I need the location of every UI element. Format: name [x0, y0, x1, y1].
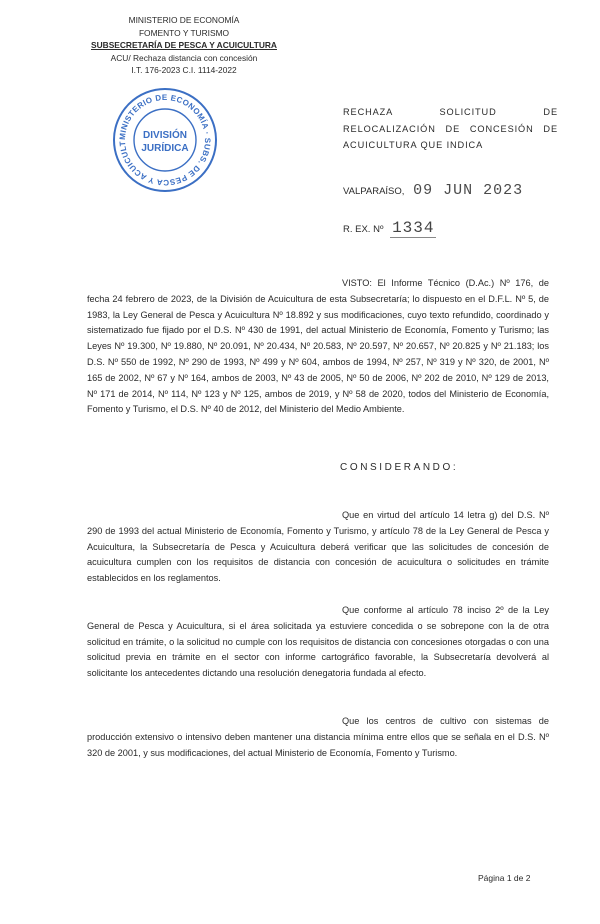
considerando-paragraph-1: [87, 508, 549, 587]
it-line: I.T. 176-2023 C.I. 1114-2022: [131, 65, 237, 76]
visto-lead: VISTO: El Informe Técnico (D.Ac.) Nº 176, de: [342, 278, 549, 288]
considerando-3-body: producción extensivo o intensivo deben mantener una distancia mínima entre ellos que se señala en el D.S. Nº 320 de 2001, y sus modificaciones, del actual Ministerio de Economía, Fomento y Turismo.: [87, 731, 549, 758]
resolution-number: 1334: [392, 219, 435, 237]
resolution-subject: RECHAZA SOLICITUD DE RELOCALIZACIÓN DE CONCESIÓN DE ACUICULTURA QUE INDICA: [343, 107, 558, 150]
rex-label: R. EX. Nº: [343, 224, 384, 235]
stamp-center-line2: JURÍDICA: [141, 143, 189, 154]
date-line: [343, 182, 523, 199]
stamp-center-line1: DIVISIÓN: [143, 130, 187, 141]
ministry-name-line2: FOMENTO Y TURISMO: [138, 27, 230, 38]
place-label: VALPARAÍSO,: [343, 186, 405, 197]
subsecretaria-name: SUBSECRETARÍA DE PESCA Y ACUICULTURA: [91, 40, 277, 51]
page-number: Página 1 de 2: [478, 873, 531, 883]
resolution-number-line: [343, 219, 436, 237]
considerando-1-lead: Que en virtud del artículo 14 letra g) del: [342, 510, 514, 520]
considerando-2-body: la Ley General de Pesca y Acuicultura, si el área solicitada ya estuviere concedida o se sobrepone con la de otra solicitud en trámite, o la solicitud no cumple con los requisitos de distancia con concesiones otorgadas o con una solicitud previa en trámite en el sector con informe cartográfico favorable, la Subsecretaría devolverá al solicitante los antecedentes dictando una resolución denegatoria fundada al efecto.: [87, 605, 549, 679]
stamped-date: 09 JUN 2023: [413, 182, 524, 199]
considerando-2-lead: Que conforme al artículo 78 inciso 2º de: [342, 605, 519, 615]
considerando-3-lead: Que los centros de cultivo con sistemas de: [342, 716, 549, 726]
visto-paragraph: [87, 276, 549, 418]
considerando-1-body: D.S. Nº 290 de 1993 del actual Ministerio de Economía, Fomento y Turismo, y artículo 78 de la Ley General de Pesca y Acuicultura, la Subsecretaría de Pesca y Acuicultura deberá verificar que las solicitudes de concesión de acuicultura cumplen con los requisitos de distancia con concesión de acuicultura o solicitudes en trámite establecidos en los reglamentos.: [87, 510, 549, 584]
letterhead: [84, 14, 284, 77]
visto-body: fecha 24 febrero de 2023, de la División de Acuicultura de esta Subsecretaría; lo dispuesto en el D.F.L. Nº 5, de 1983, la Ley General de Pesca y Acuicultura Nº 18.892 y sus modificaciones, cuyo texto refundido, coordinado y sistematizado fue fijado por el D.S. Nº 430 de 1991, del actual Ministerio de Economía, Fomento y Turismo; las Leyes Nº 19.300, Nº 19.880, Nº 20.091, Nº 20.434, Nº 20.583, Nº 20.597, Nº 20.657, Nº 20.825 y Nº 21.183; los D.S. Nº 550 de 1992, Nº 290 de 1993, Nº 499 y Nº 604, ambos de 1994, Nº 257, Nº 319 y Nº 320, de 2001, Nº 165 de 2002, Nº 67 y Nº 164, ambos de 2003, Nº 43 de 2005, Nº 50 de 2006, Nº 202 de 2010, Nº 129 de 2013, Nº 171 de 2014, Nº 114, Nº 123 y Nº 125, ambos de 2019, y Nº 58 de 2020, todos del Ministerio de Economía, Fomento y Turismo, el D.S. Nº 40 de 2012, del Ministerio del Medio Ambiente.: [87, 293, 549, 415]
stamp-seal-icon: [110, 85, 220, 195]
division-juridica-stamp: [110, 85, 220, 195]
reference-line: ACU/ Rechaza distancia con concesión: [110, 52, 258, 63]
ministry-name: MINISTERIO DE ECONOMÍA: [128, 15, 240, 25]
considerando-paragraph-3: [87, 714, 549, 761]
stamp-ring-text: MINISTERIO DE ECONOMÍA · SUBS. DE PESCA Y ACUICULT: [117, 92, 213, 188]
considerando-paragraph-2: [87, 603, 549, 682]
considerando-heading: CONSIDERANDO:: [340, 462, 459, 473]
